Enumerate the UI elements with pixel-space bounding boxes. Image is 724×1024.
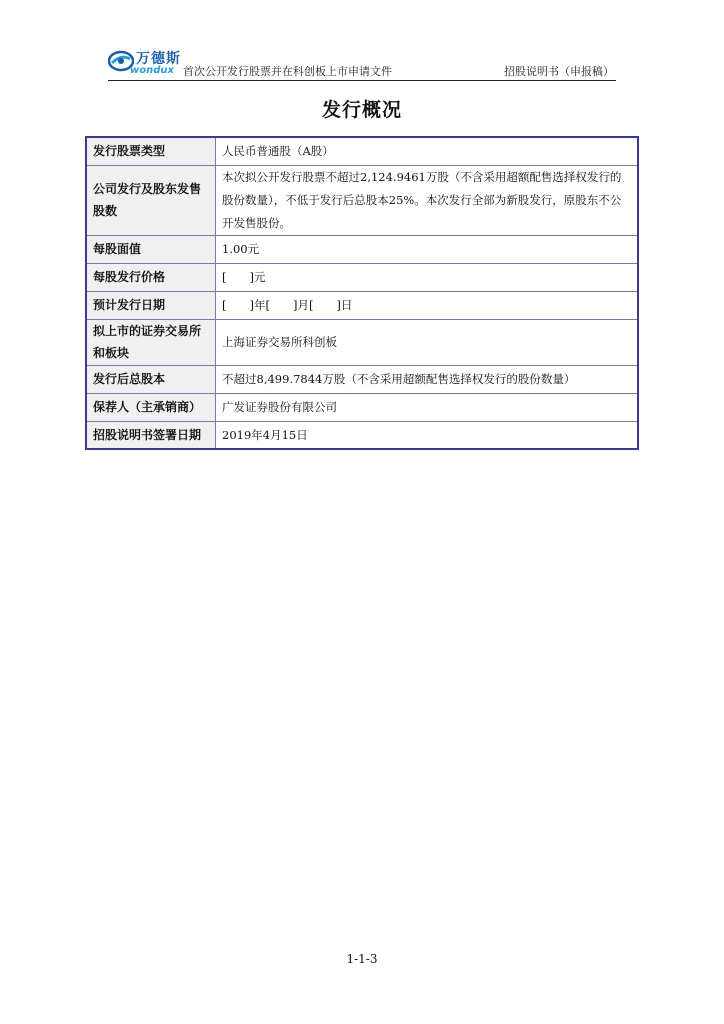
table-row <box>86 291 638 319</box>
row-value: 1.00元 <box>216 235 639 263</box>
row-label: 保荐人（主承销商） <box>86 393 216 421</box>
row-label: 每股面值 <box>86 235 216 263</box>
table-row <box>86 137 638 165</box>
row-label: 预计发行日期 <box>86 291 216 319</box>
logo-english-name: wondux <box>130 65 174 76</box>
table-row <box>86 319 638 365</box>
row-value: [ ]年[ ]月[ ]日 <box>216 291 639 319</box>
row-label: 拟上市的证券交易所和板块 <box>86 319 216 365</box>
row-value: 2019年4月15日 <box>216 421 639 449</box>
row-value: 本次拟公开发行股票不超过2,124.9461万股（不含采用超额配售选择权发行的股份数量），不低于发行后总股本25%。本次发行全部为新股发行，原股东不公开发售股份。 <box>216 165 639 235</box>
row-label: 招股说明书签署日期 <box>86 421 216 449</box>
logo-chinese-name: 万德斯 <box>136 51 181 67</box>
table-row <box>86 263 638 291</box>
row-label: 发行后总股本 <box>86 365 216 393</box>
row-value: 人民币普通股（A股） <box>216 137 639 165</box>
row-value: 上海证券交易所科创板 <box>216 319 639 365</box>
table-row <box>86 421 638 449</box>
offering-overview-table <box>85 136 639 450</box>
document-title: 首次公开发行股票并在科创板上市申请文件 <box>183 65 392 78</box>
company-logo <box>108 48 188 78</box>
row-label: 公司发行及股东发售股数 <box>86 165 216 235</box>
table-row <box>86 365 638 393</box>
document-type: 招股说明书（申报稿） <box>504 65 614 78</box>
table-row <box>86 235 638 263</box>
row-value: 不超过8,499.7844万股（不含采用超额配售选择权发行的股份数量） <box>216 365 639 393</box>
row-label: 每股发行价格 <box>86 263 216 291</box>
table-row <box>86 165 638 235</box>
section-title: 发行概况 <box>321 99 402 121</box>
row-label: 发行股票类型 <box>86 137 216 165</box>
row-value: 广发证券股份有限公司 <box>216 393 639 421</box>
page-header <box>108 44 616 81</box>
table-row <box>86 393 638 421</box>
row-value: [ ]元 <box>216 263 639 291</box>
page-number: 1-1-3 <box>346 952 378 966</box>
